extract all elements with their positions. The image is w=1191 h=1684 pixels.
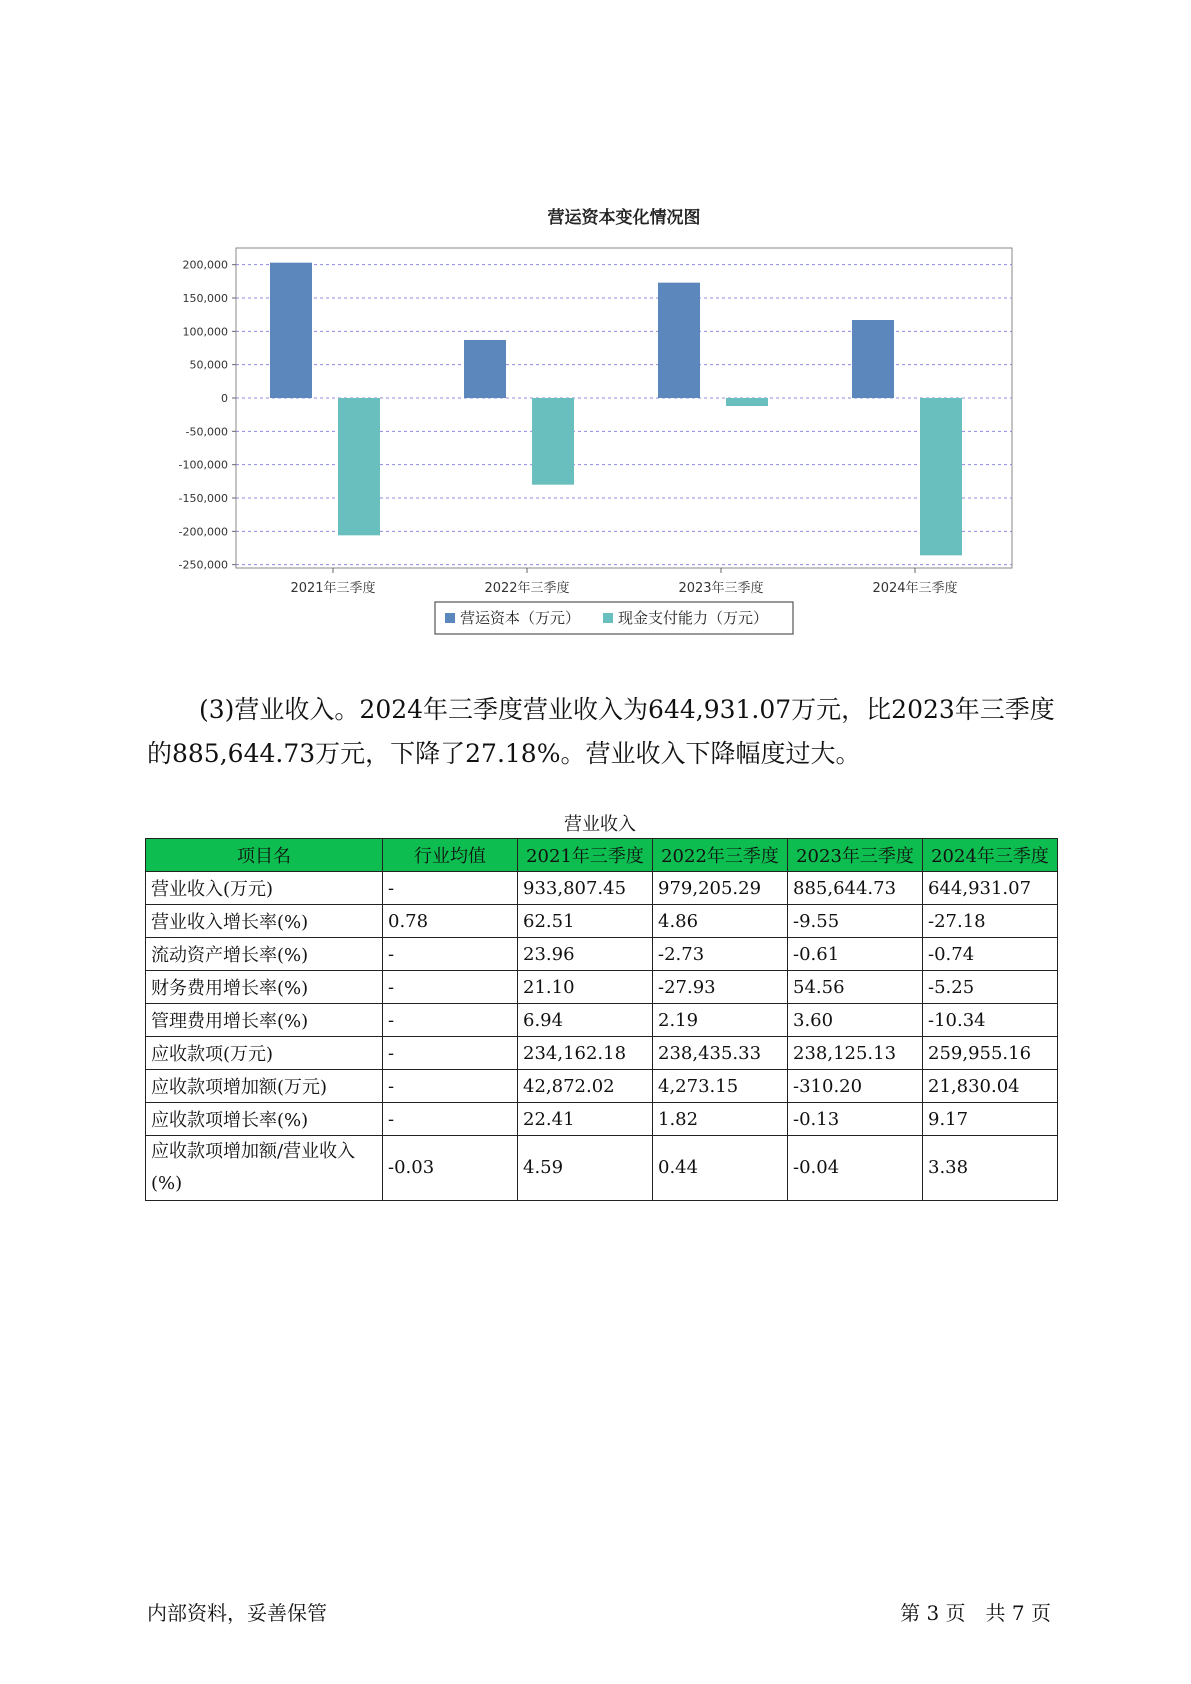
table-cell: - xyxy=(383,872,518,905)
table-cell: 2.19 xyxy=(653,1004,788,1037)
table-row xyxy=(146,938,1058,971)
bar-working-capital-1 xyxy=(464,340,506,398)
table-cell: 238,435.33 xyxy=(653,1037,788,1070)
table-cell: -27.18 xyxy=(923,905,1058,938)
table-cell: - xyxy=(383,1103,518,1136)
table-cell: 应收款项增长率(%) xyxy=(146,1103,383,1136)
header-industry-avg: 行业均值 xyxy=(383,839,518,872)
table-cell: - xyxy=(383,1004,518,1037)
table-cell: -0.13 xyxy=(788,1103,923,1136)
table-cell: 3.38 xyxy=(923,1136,1058,1201)
y-tick-label: 0 xyxy=(221,392,228,405)
table-cell: 6.94 xyxy=(518,1004,653,1037)
header-2024q3: 2024年三季度 xyxy=(923,839,1058,872)
table-cell: 4.59 xyxy=(518,1136,653,1201)
y-tick-label: 200,000 xyxy=(182,258,228,272)
table-cell: -5.25 xyxy=(923,971,1058,1004)
legend-swatch-working-capital xyxy=(445,613,455,623)
table-row xyxy=(146,1103,1058,1136)
header-2021q3: 2021年三季度 xyxy=(518,839,653,872)
table-cell: 21,830.04 xyxy=(923,1070,1058,1103)
table-cell: -10.34 xyxy=(923,1004,1058,1037)
table-row xyxy=(146,1136,1058,1201)
table-cell: 应收款项增加额(万元) xyxy=(146,1070,383,1103)
header-item-name: 项目名 xyxy=(146,839,383,872)
bar-cash-payment-3 xyxy=(920,398,962,555)
x-tick-label: 2022年三季度 xyxy=(484,581,570,596)
table-row xyxy=(146,872,1058,905)
table-cell: 933,807.45 xyxy=(518,872,653,905)
working-capital-chart xyxy=(150,200,1050,660)
table-cell: - xyxy=(383,1070,518,1103)
table-cell: 3.60 xyxy=(788,1004,923,1037)
footer-page-number: 第 3 页 共 7 页 xyxy=(900,1601,1051,1625)
header-2023q3: 2023年三季度 xyxy=(788,839,923,872)
y-tick-label: -250,000 xyxy=(178,558,228,572)
footer-confidential-note: 内部资料，妥善保管 xyxy=(147,1601,327,1625)
table-cell: 0.78 xyxy=(383,905,518,938)
legend-label-cash-payment: 现金支付能力（万元） xyxy=(618,609,769,627)
revenue-paragraph: (3)营业收入。2024年三季度营业收入为644,931.07万元，比2023年三季度的885,644.73万元，下降了27.18%。营业收入下降幅度过大。 xyxy=(147,695,1055,768)
table-row xyxy=(146,1004,1058,1037)
table-cell: 管理费用增长率(%) xyxy=(146,1004,383,1037)
table-cell: 营业收入(万元) xyxy=(146,872,383,905)
table-header-row xyxy=(146,839,1058,872)
table-cell: -0.74 xyxy=(923,938,1058,971)
bar-cash-payment-2 xyxy=(726,398,768,406)
table-row xyxy=(146,1037,1058,1070)
table-cell: 238,125.13 xyxy=(788,1037,923,1070)
table-caption: 营业收入 xyxy=(564,814,636,835)
table-cell: 1.82 xyxy=(653,1103,788,1136)
table-cell: - xyxy=(383,1037,518,1070)
bar-cash-payment-0 xyxy=(338,398,380,535)
table-cell: 234,162.18 xyxy=(518,1037,653,1070)
chart-title: 营运资本变化情况图 xyxy=(547,208,701,228)
bar-working-capital-2 xyxy=(658,283,700,398)
y-tick-label: 100,000 xyxy=(182,325,228,339)
table-cell: -2.73 xyxy=(653,938,788,971)
table-cell: 644,931.07 xyxy=(923,872,1058,905)
table-cell: 4,273.15 xyxy=(653,1070,788,1103)
x-tick-label: 2024年三季度 xyxy=(872,581,958,596)
table-cell: 9.17 xyxy=(923,1103,1058,1136)
table-cell: -27.93 xyxy=(653,971,788,1004)
table-cell: -0.03 xyxy=(383,1136,518,1201)
y-tick-label: -200,000 xyxy=(178,525,228,539)
table-cell: -0.04 xyxy=(788,1136,923,1201)
bar-cash-payment-1 xyxy=(532,398,574,485)
bar-working-capital-0 xyxy=(270,263,312,398)
table-cell: 979,205.29 xyxy=(653,872,788,905)
table-cell: 42,872.02 xyxy=(518,1070,653,1103)
table-cell: -0.61 xyxy=(788,938,923,971)
table-cell: 应收款项(万元) xyxy=(146,1037,383,1070)
table-row xyxy=(146,905,1058,938)
legend-swatch-cash-payment xyxy=(603,613,613,623)
table-cell: 62.51 xyxy=(518,905,653,938)
table-cell: 885,644.73 xyxy=(788,872,923,905)
bar-working-capital-3 xyxy=(852,320,894,398)
table-cell: 财务费用增长率(%) xyxy=(146,971,383,1004)
table-cell: - xyxy=(383,938,518,971)
header-2022q3: 2022年三季度 xyxy=(653,839,788,872)
y-tick-label: 50,000 xyxy=(189,358,228,372)
y-tick-label: -50,000 xyxy=(185,425,228,439)
y-tick-label: -150,000 xyxy=(178,492,228,505)
revenue-table xyxy=(145,838,1058,1201)
table-cell: 应收款项增加额/营业收入(%) xyxy=(146,1136,383,1201)
y-tick-label: 150,000 xyxy=(182,292,228,305)
table-cell: 营业收入增长率(%) xyxy=(146,905,383,938)
table-cell: 259,955.16 xyxy=(923,1037,1058,1070)
table-row xyxy=(146,1070,1058,1103)
legend-label-working-capital: 营运资本（万元） xyxy=(460,609,581,627)
table-cell: 流动资产增长率(%) xyxy=(146,938,383,971)
table-cell: 54.56 xyxy=(788,971,923,1004)
table-row xyxy=(146,971,1058,1004)
y-tick-label: -100,000 xyxy=(178,458,228,472)
table-cell: 0.44 xyxy=(653,1136,788,1201)
table-cell: 23.96 xyxy=(518,938,653,971)
table-cell: -310.20 xyxy=(788,1070,923,1103)
table-cell: 21.10 xyxy=(518,971,653,1004)
x-tick-label: 2021年三季度 xyxy=(290,581,376,596)
table-cell: -9.55 xyxy=(788,905,923,938)
x-tick-label: 2023年三季度 xyxy=(678,581,764,596)
table-cell: 22.41 xyxy=(518,1103,653,1136)
table-cell: - xyxy=(383,971,518,1004)
table-cell: 4.86 xyxy=(653,905,788,938)
